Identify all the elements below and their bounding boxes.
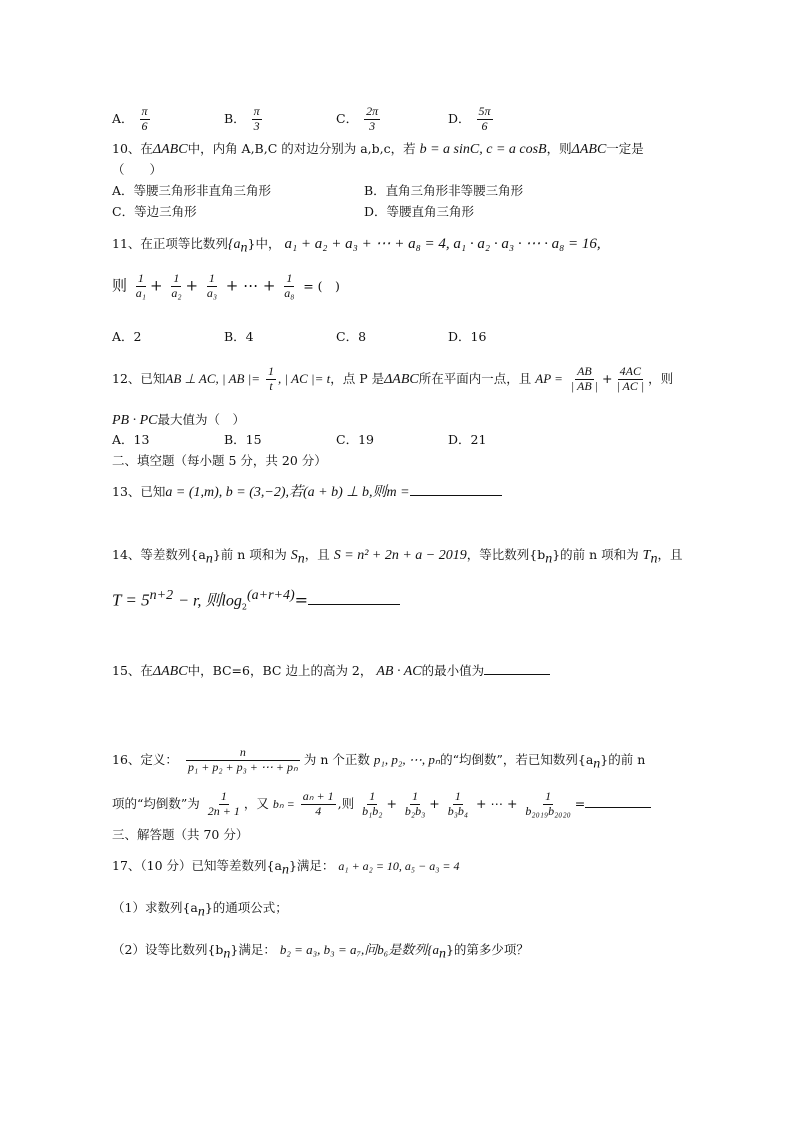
q13-stem: 13、已知a = (1,m), b = (3,−2),若(a + b) ⊥ b,则m = xyxy=(112,483,502,502)
q14-stem-line2: $T = 5^{n+2} - r$, 则$\log_2^{(a+r+4)}=$ xyxy=(112,588,400,612)
q10-option-b: B．直角三角形非等腰三角形 xyxy=(364,183,524,198)
q16-answer-blank[interactable] xyxy=(585,795,651,808)
q16-stem-line2: 项的“均倒数”为 $\frac{1}{2n + 1}$ ，又 bₙ = $\frac{\text{aₙ + 1}}{4}$ ,则 $\frac{1}{\text{b₁b₂}}$ + $\frac{1}{\text{b₂b₃}}$ + $\frac{1}{\text{b₃b₄}}$ + ⋯ + $\frac{1}{\text{b₂₀₁₉b₂₀₂₀}}$ = xyxy=(112,790,651,819)
q9-option-a: A． $\frac{\pi}{6}$ xyxy=(112,104,148,133)
q9-option-c: C． $\frac{2\pi}{3}$ xyxy=(336,104,379,133)
q16-stem: 16、定义： $\frac{n}{\text{p₁ + p₂ + p₃ + ⋯ + pₙ}}$ 为 n 个正数 p₁, p₂, ⋯, pₙ的“均倒数”，若已知数列$\{a_n\}$的前 n xyxy=(112,745,646,774)
q12-option-c: C．19 xyxy=(336,432,374,447)
q11-option-b: B．4 xyxy=(224,329,254,344)
q9-b-fraction: $\frac{\pi}{3}$ xyxy=(253,104,260,133)
q10-stem: 10、在ΔABC中，内角 A,B,C 的对边分别为 a,b,c，若 b = a sinC, c = a cosB，则ΔABC一定是 xyxy=(112,141,644,157)
q10-paren: （ ） xyxy=(112,162,163,177)
q12-option-d: D．21 xyxy=(448,432,487,447)
q11-stem: 11、在正项等比数列$\{a_n\}$中， a₁ + a₂ + a₃ + ⋯ + a₈ = 4, a₁ · a₂ · a₃ · ⋯ · a₈ = 16, xyxy=(112,236,601,256)
q10-option-c: C．等边三角形 xyxy=(112,204,197,219)
q9-c-fraction: $\frac{2\pi}{3}$ xyxy=(366,104,379,133)
section-2-heading: 二、填空题（每小题 5 分，共 20 分） xyxy=(112,453,327,468)
q11-option-a: A．2 xyxy=(112,329,142,344)
q15-answer-blank[interactable] xyxy=(484,662,550,675)
q12-option-b: B．15 xyxy=(224,432,262,447)
q9-option-d: D． $\frac{5\pi}{6}$ xyxy=(448,104,491,133)
q10-option-a: A．等腰三角形非直角三角形 xyxy=(112,183,272,198)
q9-a-fraction: $\frac{\pi}{6}$ xyxy=(141,104,148,133)
q11-expression: 则 $\frac{1}{\text{a₁}}$ + $\frac{1}{\text{a₂}}$ + $\frac{1}{\text{a₃}}$ + ⋯ + $\frac{1}{\text{a₈}}$ = ( ) xyxy=(112,271,340,300)
q12-stem: 12、已知AB ⊥ AC, | AB |= $\frac{1}{t}$ , | AC |= t，点 P 是ΔABC所在平面内一点，且 AP = $\frac{AB}{| AB |}$ + $\frac{4AC}{| AC |}$ ，则 xyxy=(112,364,674,393)
q14-stem: 14、等差数列$\{a_n\}$前 n 项和为 $S_n$，且 S = n² + 2n + a − 2019，等比数列$\{b_n\}$的前 n 项和为 $T_n$，且 xyxy=(112,547,683,567)
q14-answer-blank[interactable] xyxy=(308,592,400,605)
q9-d-fraction: $\frac{5\pi}{6}$ xyxy=(478,104,491,133)
q13-answer-blank[interactable] xyxy=(410,483,502,496)
q11-option-d: D．16 xyxy=(448,329,487,344)
q17-part-1: （1）求数列$\{a_n\}$的通项公式； xyxy=(112,900,288,920)
q12-stem-line2: PB · PC最大值为（ ） xyxy=(112,412,246,428)
q12-option-a: A．13 xyxy=(112,432,150,447)
section-3-heading: 三、解答题（共 70 分） xyxy=(112,827,249,842)
q17-part-2: （2）设等比数列$\{b_n\}$满足： b₂ = a₃, b₃ = a₇,问b₆是数列$\{a_n\}$的第多少项？ xyxy=(112,942,529,962)
q9-option-b: B． $\frac{\pi}{3}$ xyxy=(224,104,260,133)
q17-stem: 17、（10 分）已知等差数列$\{a_n\}$满足： a₁ + a₂ = 10, a₅ − a₃ = 4 xyxy=(112,858,460,878)
q10-option-d: D．等腰直角三角形 xyxy=(364,204,475,219)
q11-option-c: C．8 xyxy=(336,329,367,344)
q15-stem: 15、在ΔABC中，BC=6，BC 边上的高为 2， AB · AC的最小值为 xyxy=(112,662,550,681)
